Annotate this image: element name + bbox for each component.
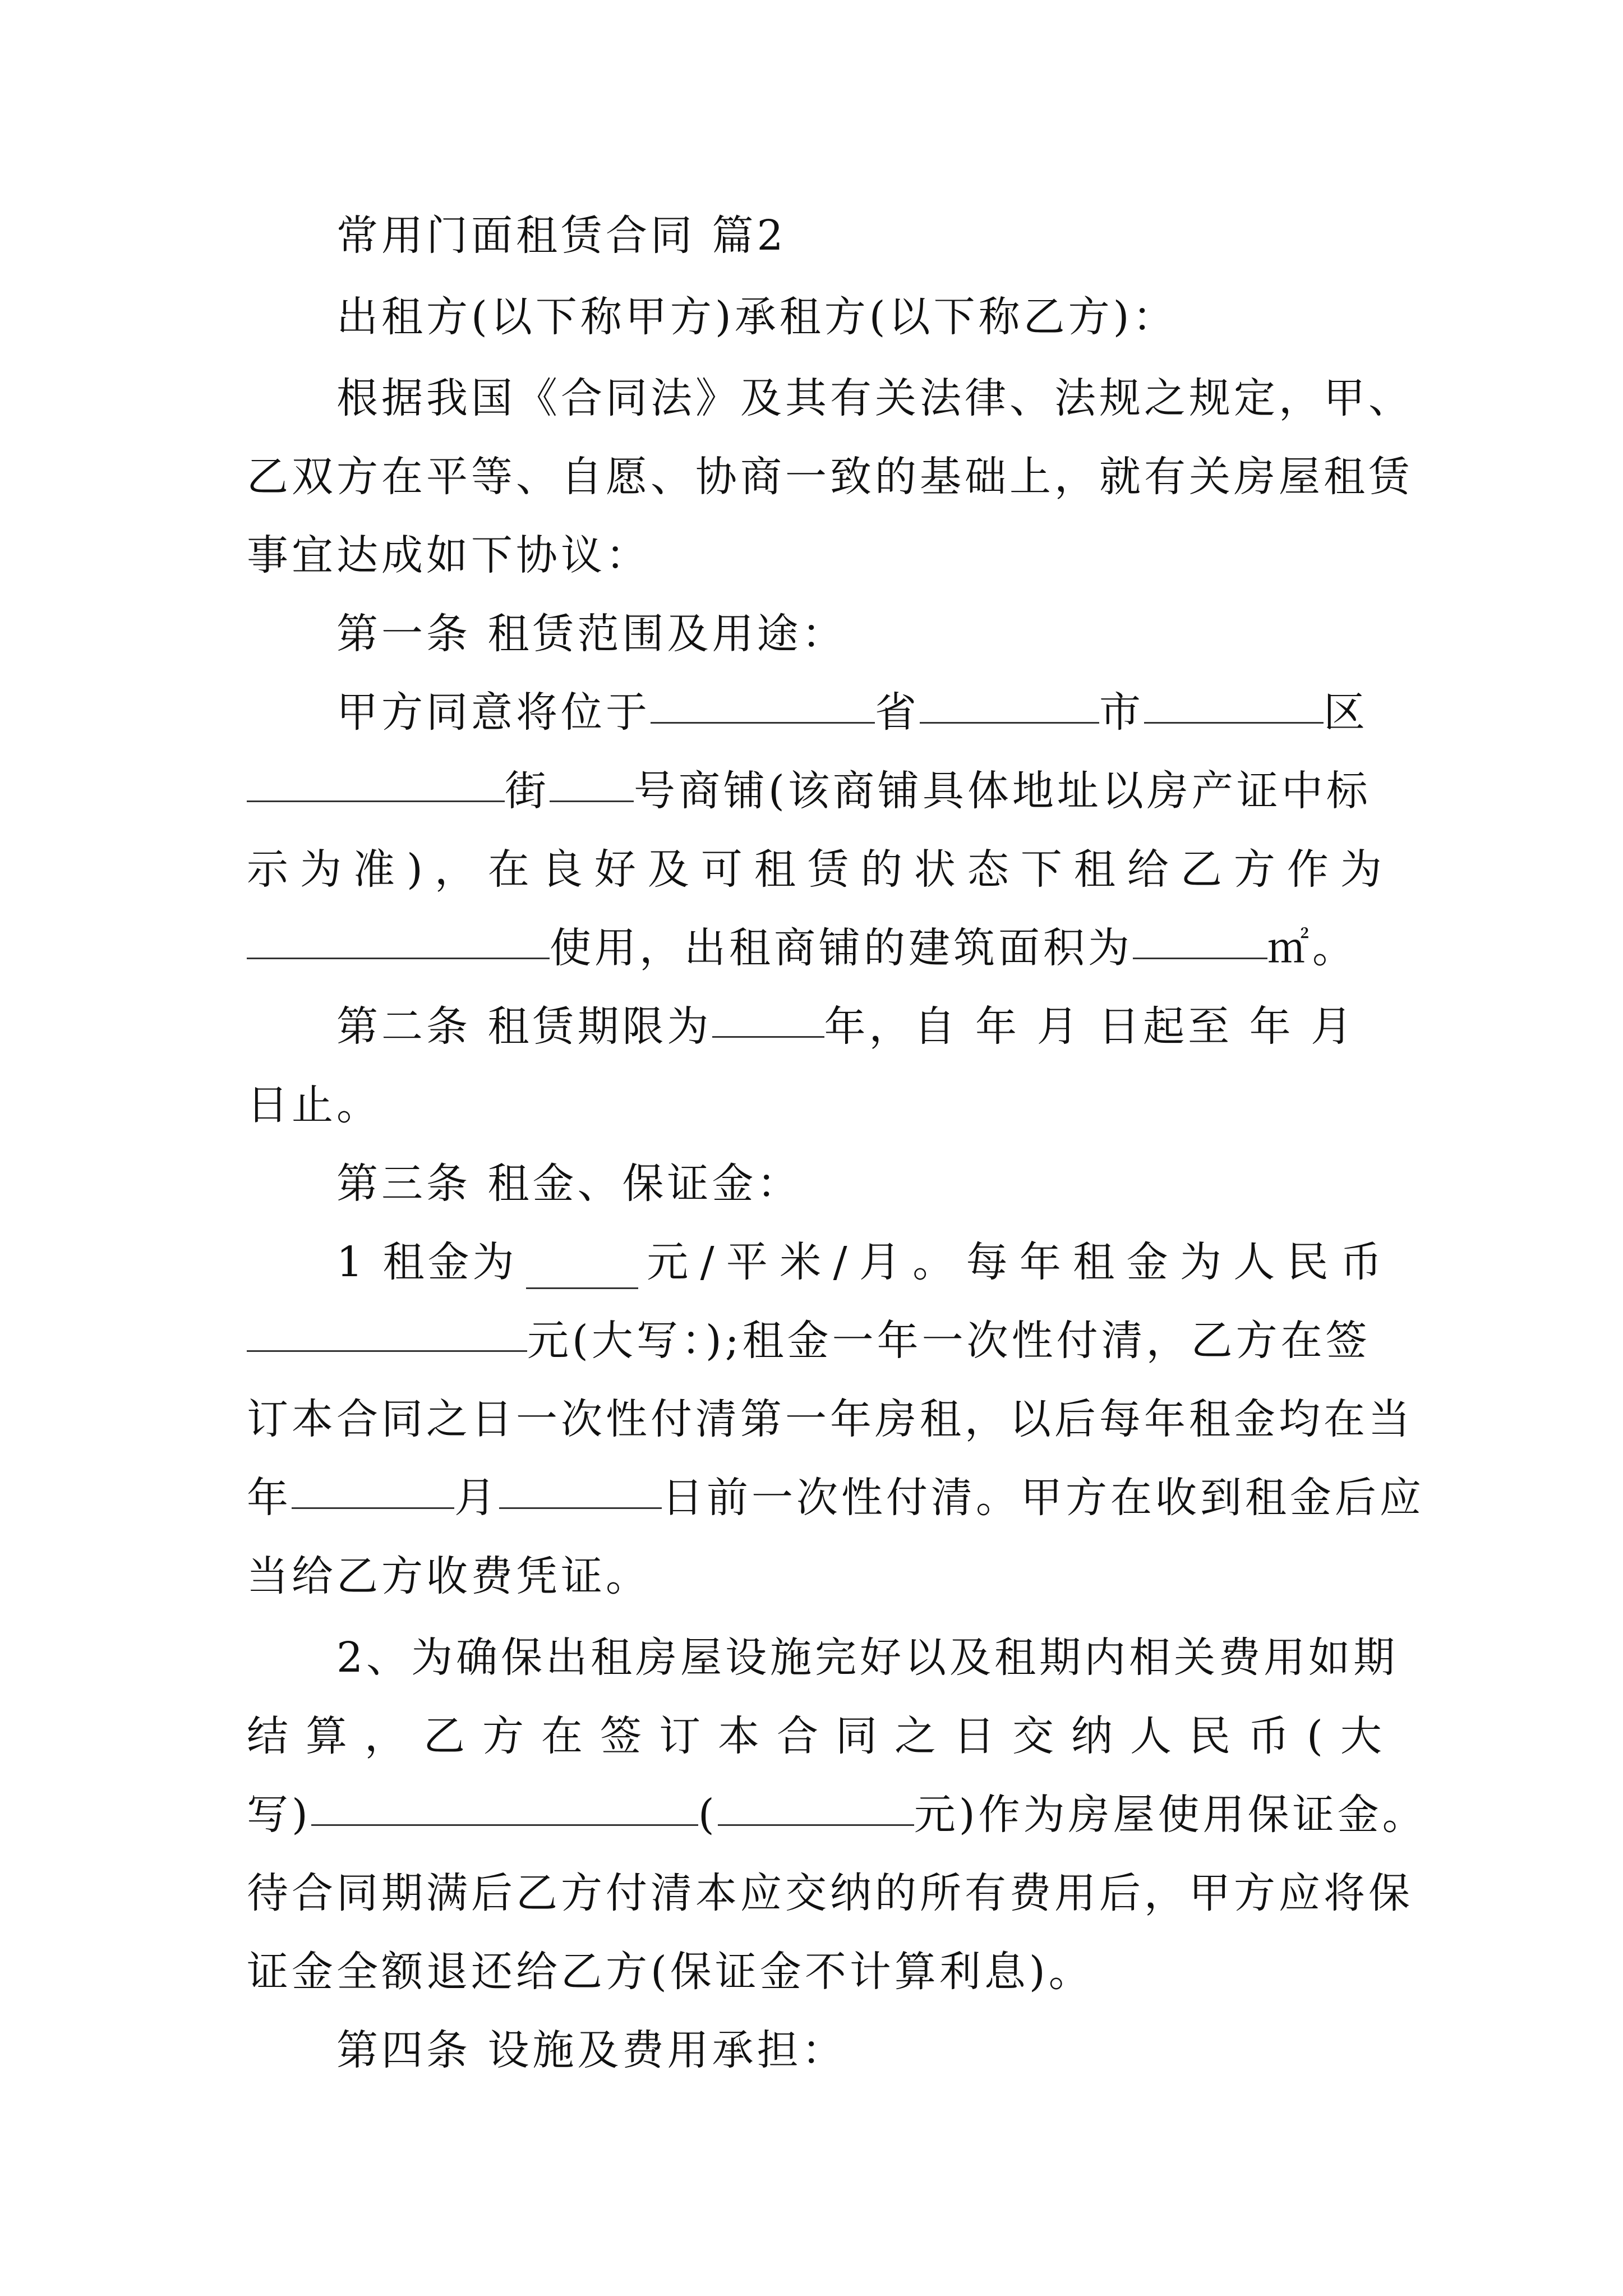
article1-line-2 [247,749,1385,833]
province-label: 省 [875,688,920,737]
char: 租 [1073,1238,1118,1286]
char: 币 [1248,1712,1293,1760]
char: 币 [1340,1238,1385,1286]
use-area-text: 使用，出租商铺的建筑面积为 [550,924,1133,972]
article3-p2-line-2 [247,1694,1385,1778]
article4-heading: 第四条 设施及费用承担： [336,2026,847,2074]
article2-line-2: 日止。 [247,1081,381,1129]
char: 给 [1127,845,1172,894]
article3-p1-line-5: 当给乙方收费凭证。 [247,1552,651,1600]
month-label: 月 [454,1474,499,1522]
char: 算 [306,1712,351,1760]
char: 元 [647,1238,692,1286]
article1-line-1 [336,670,1385,754]
party-line: 出租方(以下称甲方)承租方(以下称乙方)： [336,293,1178,341]
char: 民 [1287,1238,1332,1286]
char: 乙 [423,1712,468,1760]
city-blank [920,670,1099,724]
char: 示 [247,845,292,894]
char: 订 [659,1712,704,1760]
area-blank [1133,906,1267,959]
char: 交 [1012,1712,1057,1760]
char: 租 [1073,845,1119,894]
char: 状 [914,845,959,894]
char: 在 [541,1712,586,1760]
char: 为 [1179,1238,1225,1286]
char: 金 [1126,1238,1172,1286]
district-label: 区 [1324,688,1368,737]
annual-rent-text: 元(大写：);租金一年一次性付清，乙方在签 [527,1317,1371,1365]
char: 年 [1019,1238,1064,1286]
char: 每 [966,1238,1011,1286]
month-blank [292,1456,454,1509]
char: 的 [860,845,906,894]
char: 作 [1287,845,1332,894]
article3-p1-line-3: 订本合同之日一次性付清第一年房租，以后每年租金均在当 [247,1395,1413,1443]
char: 平 [726,1238,771,1286]
intro-line-3: 事宜达成如下协议： [247,531,651,579]
intro-line-2: 乙双方在平等、自愿、协商一致的基础上，就有关房屋租赁 [247,453,1413,501]
number-blank [550,749,634,802]
char: 好 [594,845,639,894]
char: 签 [600,1712,645,1760]
article2-term-label: 第二条 租赁期限为 [336,1002,712,1051]
article2-line-1 [336,984,1385,1069]
char: 人 [1130,1712,1175,1760]
street-blank [247,749,505,802]
article1-heading: 第一条 租赁范围及用途： [336,610,847,658]
rent-per-sqm-blank [526,1236,638,1289]
char: 为 [300,845,345,894]
char: 米 [780,1238,825,1286]
article1-line-3 [247,827,1385,912]
use-blank [247,906,550,959]
article3-p2-line-5: 证金全额退还给乙方(保证金不计算利息)。 [247,1948,1094,1996]
article3-heading: 第三条 租金、保证金： [336,1159,802,1208]
char: ( [1307,1712,1326,1760]
deposit-text: 元)作为房屋使用保证金。 [914,1791,1427,1839]
char: 纳 [1071,1712,1116,1760]
char: ， [434,845,479,894]
intro-line-1: 根据我国《合同法》及其有关法律、法规之规定，甲、 [336,374,1413,422]
shop-number-text: 号商铺(该商铺具体地址以房产证中标 [634,767,1371,815]
char: 人 [1233,1238,1279,1286]
char: / [700,1238,718,1286]
article3-p1-line-4 [247,1456,1424,1540]
article3-p2-line-3 [247,1773,1427,1857]
city-label: 市 [1099,688,1144,737]
document-title: 常用门面租赁合同 篇2 [336,211,787,260]
char: 日 [953,1712,998,1760]
street-label: 街 [505,767,550,815]
article3-p1-line-1 [336,1220,1385,1304]
char: 租 [754,845,799,894]
char: 在 [487,845,533,894]
char: 。 [912,1238,958,1286]
char: / [833,1238,851,1286]
district-blank [1144,670,1324,724]
char: 月 [859,1238,904,1286]
years-blank [712,984,824,1038]
area-unit: ㎡。 [1267,924,1357,972]
year-label: 年 [247,1474,292,1522]
char: 民 [1189,1712,1234,1760]
deposit-uppercase-blank [311,1773,698,1826]
province-blank [651,670,875,724]
char: 同 [836,1712,880,1760]
char: ) [407,845,426,894]
char: 合 [777,1712,822,1760]
rent-label: 1 租金为 [336,1238,518,1286]
annual-rent-blank [247,1299,527,1352]
deposit-uppercase-label: 写) [247,1791,311,1839]
article1-location-label: 甲方同意将位于 [336,688,651,737]
char: 下 [1020,845,1066,894]
char: 为 [1340,845,1385,894]
char: 良 [541,845,586,894]
char: 结 [247,1712,292,1760]
char: ， [365,1712,409,1760]
char: 本 [718,1712,763,1760]
deposit-paren: ( [698,1791,718,1839]
char: 及 [647,845,693,894]
char: 可 [700,845,746,894]
article3-p2-line-1: 2、为确保出租房屋设施完好以及租期内相关费用如期 [336,1634,1399,1682]
article3-p2-line-4: 待合同期满后乙方付清本应交纳的所有费用后，甲方应将保 [247,1869,1413,1917]
article3-p1-line-2 [247,1299,1385,1383]
char: 之 [895,1712,939,1760]
day-blank [499,1456,662,1509]
char: 赁 [807,845,852,894]
char: 乙 [1180,845,1225,894]
payment-deadline-text: 日前一次性付清。甲方在收到租金后应 [662,1474,1424,1522]
char: 态 [967,845,1012,894]
char: 大 [1340,1712,1385,1760]
article1-line-4 [247,906,1385,990]
deposit-amount-blank [718,1773,914,1826]
article2-date-range: 年，自 年 月 日起至 年 月 [824,1002,1356,1051]
char: 方 [1233,845,1279,894]
char: 准 [353,845,398,894]
char: 方 [482,1712,527,1760]
